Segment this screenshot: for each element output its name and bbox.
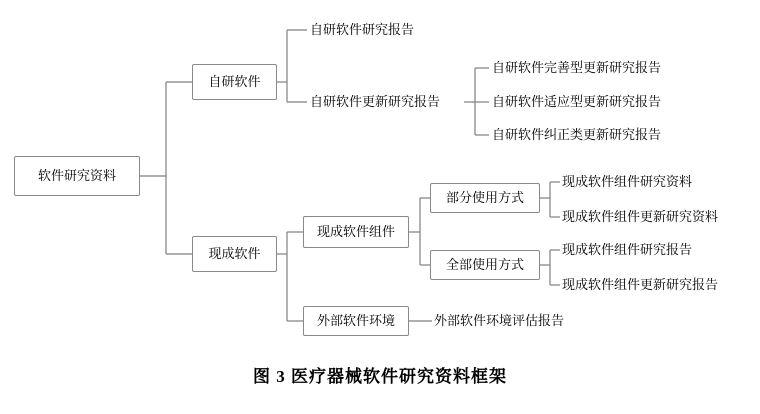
node-partial-use-material-label: 现成软件组件研究资料 xyxy=(562,174,693,190)
node-partial-use-update-material-label: 现成软件组件更新研究资料 xyxy=(562,209,719,225)
node-self-dev-perfective-label: 自研软件完善型更新研究报告 xyxy=(492,60,662,76)
node-full-use-update-report[interactable] xyxy=(562,273,757,297)
node-external-env-report-label: 外部软件环境评估报告 xyxy=(434,313,565,329)
node-full-use-report[interactable] xyxy=(562,238,742,262)
node-partial-use-update-material[interactable] xyxy=(562,205,757,229)
node-partial-use-label: 部分使用方式 xyxy=(445,190,524,206)
node-partial-use[interactable] xyxy=(430,183,540,213)
node-self-dev-report-label: 自研软件研究报告 xyxy=(310,22,415,38)
node-full-use-update-report-label: 现成软件组件更新研究报告 xyxy=(562,277,719,293)
node-self-dev-update-report-label: 自研软件更新研究报告 xyxy=(310,94,441,110)
node-full-use[interactable] xyxy=(430,250,540,280)
node-external-env[interactable] xyxy=(303,306,409,336)
node-partial-use-material[interactable] xyxy=(562,170,742,194)
node-external-env-report[interactable] xyxy=(434,309,634,333)
node-self-dev-perfective[interactable] xyxy=(492,56,742,80)
node-full-use-label: 全部使用方式 xyxy=(445,257,524,273)
node-self-dev-report[interactable] xyxy=(310,18,500,42)
node-self-dev-adaptive[interactable] xyxy=(492,90,742,114)
node-off-shelf[interactable] xyxy=(192,236,277,272)
node-full-use-report-label: 现成软件组件研究报告 xyxy=(562,242,693,258)
node-root[interactable] xyxy=(14,156,140,196)
node-self-dev-update-report[interactable] xyxy=(310,90,510,114)
node-self-dev-corrective-label: 自研软件纠正类更新研究报告 xyxy=(492,127,662,143)
node-self-dev-adaptive-label: 自研软件适应型更新研究报告 xyxy=(492,94,662,110)
node-off-shelf-label: 现成软件 xyxy=(208,246,261,262)
node-self-dev[interactable] xyxy=(192,64,277,100)
node-self-dev-label: 自研软件 xyxy=(208,74,261,90)
node-off-shelf-component[interactable] xyxy=(303,216,409,248)
figure-caption: 图 3 医疗器械软件研究资料框架 xyxy=(253,367,507,386)
node-external-env-label: 外部软件环境 xyxy=(316,313,395,329)
node-root-label: 软件研究资料 xyxy=(37,168,116,184)
node-self-dev-corrective[interactable] xyxy=(492,123,742,147)
node-off-shelf-component-label: 现成软件组件 xyxy=(316,224,395,240)
